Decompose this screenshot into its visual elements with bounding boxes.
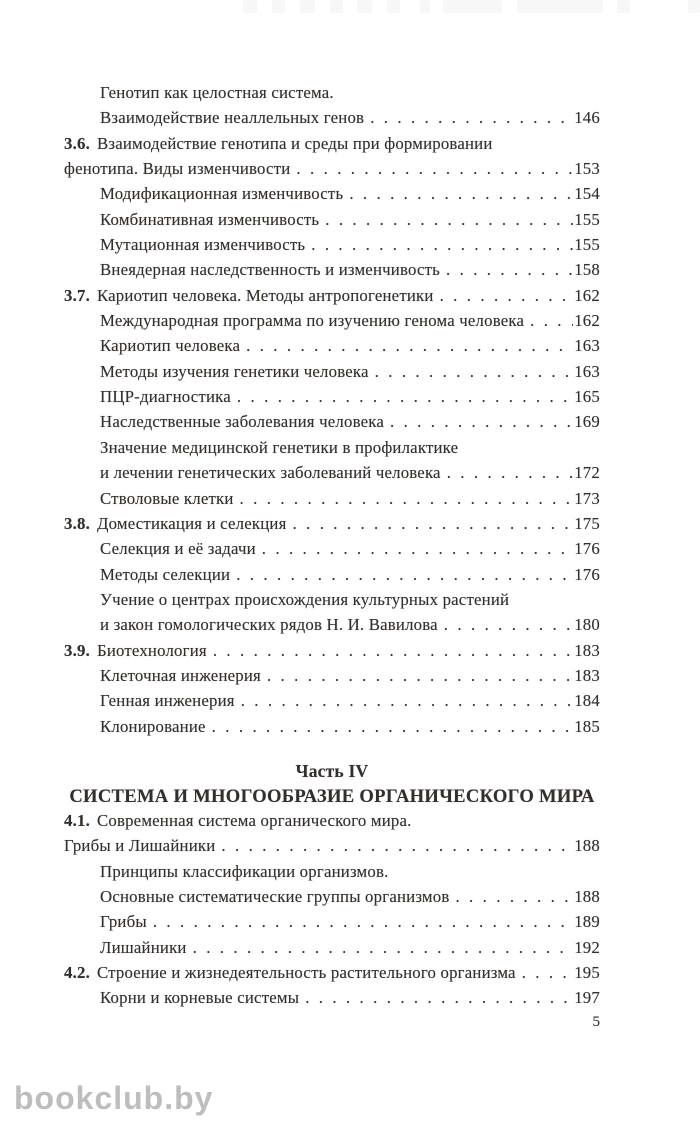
dot-leader: [296, 159, 573, 179]
toc-entry: [64, 666, 600, 691]
toc-entry: [64, 641, 600, 666]
toc-entry-page: 169: [574, 412, 600, 432]
toc-entry: [64, 514, 600, 539]
toc-entry-title: Биотехнология: [96, 640, 207, 660]
toc-entry-title: Методы изучения генетики человека: [100, 361, 369, 381]
toc-entry-page: 162: [574, 285, 600, 305]
toc-entry-title: Методы селекции: [100, 564, 231, 584]
toc-entry-title: Мутационная изменчивость: [100, 235, 306, 255]
toc-entry-number: 3.7.: [64, 285, 90, 305]
toc-entry-title: Принципы классификации организмов.: [100, 861, 389, 881]
toc-entry-title: Кариотип человека. Методы антропогенетики: [96, 285, 434, 305]
toc-entry-page: 153: [574, 159, 600, 179]
toc-entry-page: 176: [574, 564, 600, 584]
toc-entry-page: 163: [574, 361, 600, 381]
dot-leader: [375, 362, 574, 382]
scan-artifact-strip: [0, 0, 700, 14]
toc-entry: [64, 159, 600, 184]
toc-entry: [64, 134, 600, 159]
toc-entry-title: Кариотип человека: [100, 336, 241, 356]
toc-entry: [64, 210, 600, 235]
toc-entry-page: 155: [574, 209, 600, 229]
scan-artifact: [357, 0, 372, 13]
toc-entry: [64, 590, 600, 615]
dot-leader: [522, 963, 574, 983]
toc-entry: [64, 912, 600, 937]
toc-entry-title: Учение о центрах происхождения культурных растений: [100, 589, 510, 609]
toc-entry: [64, 83, 600, 108]
dot-leader: [241, 691, 574, 711]
toc-entry: [64, 286, 600, 311]
toc-entry-title: Стволовые клетки: [100, 488, 234, 508]
dot-leader: [305, 988, 573, 1008]
toc-entry-title: Грибы и Лишайники: [64, 836, 216, 856]
toc-entry: [64, 717, 600, 742]
toc-entry-title: Грибы: [100, 912, 147, 932]
toc-entry-page: 188: [574, 886, 600, 906]
dot-leader: [212, 717, 574, 737]
dot-leader: [349, 184, 573, 204]
toc-entry: [64, 862, 600, 887]
toc-entry-title: Клеточная инженерия: [100, 665, 261, 685]
toc-entry: [64, 887, 600, 912]
toc-entry-page: 184: [574, 691, 600, 711]
scan-artifact: [688, 0, 700, 13]
toc-entry-page: 162: [574, 311, 600, 331]
dot-leader: [447, 463, 574, 483]
toc-entry-title: Генотип как целостная система.: [100, 83, 334, 102]
dot-leader: [193, 938, 574, 958]
dot-leader: [446, 260, 573, 280]
toc-entry-page: 158: [574, 260, 600, 280]
table-of-contents: [64, 83, 600, 1014]
scan-artifact: [387, 0, 400, 13]
toc-entry-title: Современная система органического мира.: [96, 810, 412, 830]
toc-entry: [64, 412, 600, 437]
toc-entry: [64, 463, 600, 488]
toc-entry-page: 183: [574, 665, 600, 685]
part-label: Часть IV: [295, 760, 369, 781]
toc-entry: [64, 387, 600, 412]
toc-entry-number: 4.2.: [64, 963, 90, 982]
toc-entry-number: 4.1.: [64, 810, 90, 830]
toc-entry-page: 172: [574, 463, 600, 483]
toc-entry: [64, 362, 600, 387]
toc-entry-title: Наследственные заболевания человека: [100, 412, 384, 432]
dot-leader: [262, 539, 573, 559]
toc-entry-number: 3.8.: [64, 513, 90, 533]
toc-entry-number: 3.6.: [64, 133, 90, 153]
dot-leader: [455, 887, 573, 907]
toc-entry: [64, 184, 600, 209]
toc-entry-title: Модификационная изменчивость: [100, 184, 344, 204]
toc-entry: [64, 438, 600, 463]
toc-entry-title: Лишайники: [100, 937, 187, 957]
scan-artifact: [272, 0, 285, 13]
part-header: [64, 758, 600, 810]
toc-entry-title: Строение и жизнедеятельность растительного организма: [96, 963, 516, 982]
dot-leader: [240, 489, 574, 509]
toc-entry: [64, 235, 600, 260]
toc-entry: [64, 836, 600, 861]
dot-leader: [530, 311, 573, 331]
scan-artifact: [443, 0, 502, 13]
scan-artifact: [517, 0, 603, 13]
toc-entry-title: Значение медицинской генетики в профилактике: [100, 437, 459, 457]
toc-entry: [64, 489, 600, 514]
toc-entry-title: Взаимодействие генотипа и среды при формировании: [96, 133, 493, 153]
dot-leader: [370, 108, 573, 128]
toc-entry-page: 189: [574, 912, 600, 932]
toc-entry-page: 165: [574, 387, 600, 407]
dot-leader: [293, 514, 574, 534]
dot-leader: [267, 666, 573, 686]
dot-leader: [237, 387, 573, 407]
dot-leader: [444, 615, 573, 635]
toc-entry: [64, 539, 600, 564]
toc-entry: [64, 811, 600, 836]
scan-artifact: [420, 0, 430, 13]
toc-entry-title: фенотипа. Виды изменчивости: [64, 159, 291, 179]
toc-entry-title: Внеядерная наследственность и изменчивость: [100, 260, 441, 280]
scan-artifact: [300, 0, 315, 13]
scan-artifact: [243, 0, 257, 13]
scan-artifact: [330, 0, 343, 13]
dot-leader: [325, 210, 573, 230]
toc-entry-title: Международная программа по изучению генома человека: [100, 311, 525, 331]
dot-leader: [390, 412, 573, 432]
page-number: 5: [592, 1014, 600, 1030]
toc-entry-title: и закон гомологических рядов Н. И. Вавилова: [100, 615, 438, 635]
toc-entry: [64, 988, 600, 1013]
toc-entry-title: Комбинативная изменчивость: [100, 209, 320, 229]
toc-entry-title: Клонирование: [100, 716, 206, 736]
toc-entry-title: ПЦР-диагностика: [100, 387, 231, 407]
toc-entry-title: Взаимодействие неаллельных генов: [100, 108, 365, 128]
toc-entry-number: 3.9.: [64, 640, 90, 660]
toc-entry: [64, 311, 600, 336]
toc-entry-title: Основные систематические группы организмов: [100, 886, 450, 906]
toc-entry-title: Доместикация и селекция: [96, 513, 287, 533]
part-title: СИСТЕМА И МНОГООБРАЗИЕ ОРГАНИЧЕСКОГО МИРА: [69, 785, 595, 807]
dot-leader: [213, 641, 573, 661]
toc-entry: [64, 260, 600, 285]
dot-leader: [153, 912, 573, 932]
bookclub-watermark: bookclub.by: [14, 1080, 214, 1116]
dot-leader: [236, 565, 573, 585]
toc-entry-page: 183: [574, 640, 600, 660]
toc-entry-page: 154: [574, 184, 600, 204]
toc-entry-title: Генная инженерия: [100, 691, 235, 711]
toc-entry-page: 155: [574, 235, 600, 255]
toc-entry-title: и лечении генетических заболеваний человека: [100, 463, 441, 483]
toc-entry-title: Селекция и её задачи: [100, 539, 256, 559]
toc-entry: [64, 938, 600, 963]
dot-leader: [221, 836, 573, 856]
toc-entry-title: Корни и корневые системы: [100, 988, 300, 1008]
dot-leader: [440, 286, 574, 306]
toc-entry-page: 192: [574, 937, 600, 957]
toc-entry-page: 188: [574, 836, 600, 856]
scan-artifact: [617, 0, 630, 13]
toc-entry: [64, 615, 600, 640]
toc-entry-page: 146: [574, 108, 600, 128]
toc-entry: [64, 108, 600, 133]
toc-entry-page: 163: [574, 336, 600, 356]
toc-entry-page: 197: [574, 988, 600, 1008]
toc-entry-page: 176: [574, 539, 600, 559]
toc-entry: [64, 336, 600, 361]
toc-entry-page: 175: [574, 513, 600, 533]
dot-leader: [311, 235, 573, 255]
toc-entry-page: 173: [574, 488, 600, 508]
dot-leader: [246, 336, 573, 356]
toc-entry-page: 185: [574, 716, 600, 736]
toc-entry-page: 195: [574, 963, 600, 982]
toc-entry-page: 180: [574, 615, 600, 635]
toc-entry: [64, 963, 600, 988]
toc-entry: [64, 565, 600, 590]
toc-entry: [64, 691, 600, 716]
